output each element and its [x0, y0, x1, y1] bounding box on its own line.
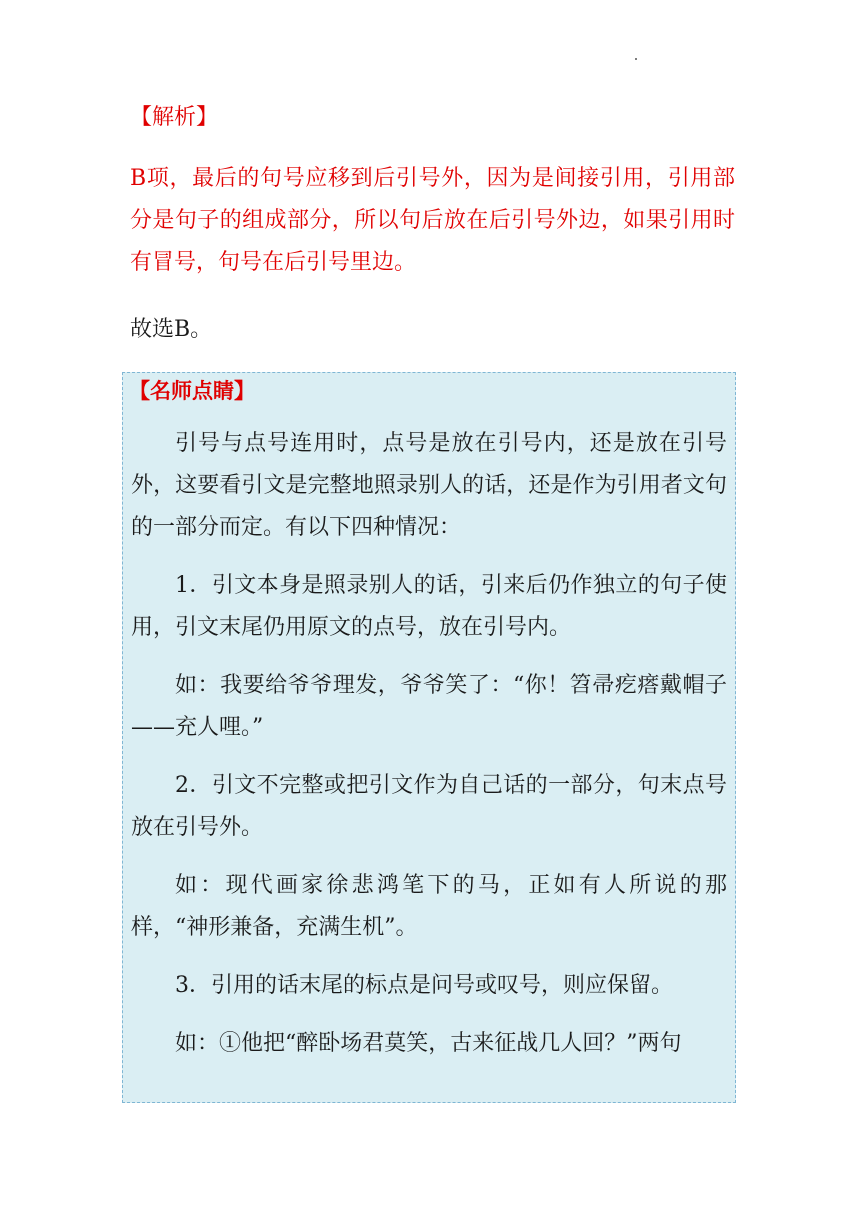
tip-title: 【名师点睛】 [129, 379, 255, 403]
analysis-section [130, 96, 735, 284]
tip-rule-2: 2．引文不完整或把引文作为自己话的一部分，句末点号放在引号外。 [131, 773, 727, 840]
analysis-text: B项，最后的句号应移到后引号外，因为是间接引用，引用部分是句子的组成部分，所以句后放在后引号外边，如果引用时有冒号，句号在后引号里边。 [130, 166, 735, 275]
page-dot-mark [635, 58, 637, 60]
tip-example-3: 如：①他把“醉卧场君莫笑，古来征战几人回？”两句 [175, 1031, 682, 1056]
tip-rule-3: 3．引用的话末尾的标点是问号或叹号，则应保留。 [175, 973, 673, 998]
tip-body [131, 423, 727, 1081]
analysis-title: 【解析】 [130, 105, 219, 130]
tip-rule-1: 1．引文本身是照录别人的话，引来后仍作独立的句子使用，引文末尾仍用原文的点号，放在引号内。 [131, 573, 727, 640]
tip-intro-paragraph: 引号与点号连用时，点号是放在引号内，还是放在引号外，这要看引文是完整地照录别人的话，还是作为引用者文句的一部分而定。有以下四种情况： [131, 431, 727, 540]
tip-example-1: 如：我要给爷爷理发，爷爷笑了：“你！笤帚疙瘩戴帽子——充人哩。” [131, 673, 727, 740]
answer-conclusion: 故选B。 [130, 317, 213, 342]
tip-example-2: 如：现代画家徐悲鸿笔下的马，正如有人所说的那样，“神形兼备，充满生机”。 [131, 873, 727, 940]
teacher-tip-box [122, 372, 736, 1103]
